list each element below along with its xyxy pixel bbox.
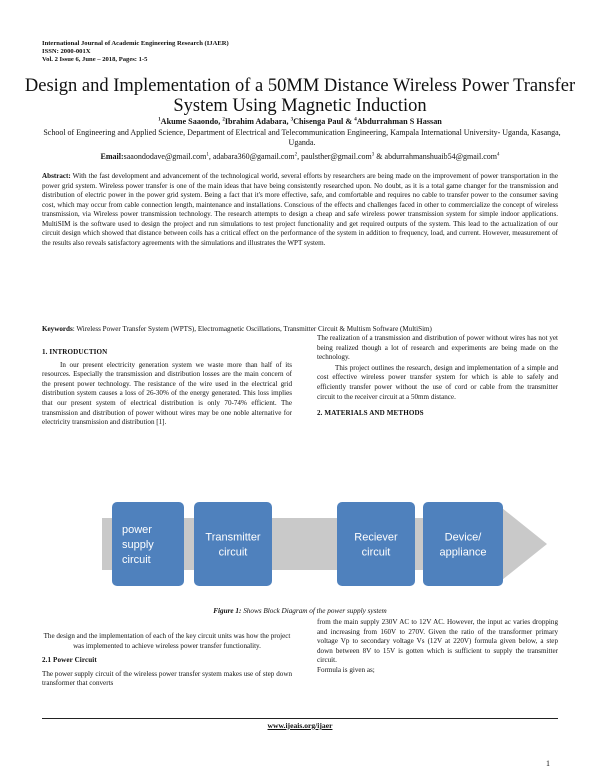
- footer-url[interactable]: www.ijeais.org/ijaer: [267, 721, 333, 730]
- author-4: Abdurrahman S Hassan: [356, 117, 442, 126]
- receiver-block: [337, 502, 415, 586]
- device-block-label-line: appliance: [439, 546, 487, 559]
- intro-paragraph-3: This project outlines the research, design and implementation of a simple and cost effective wireless power transfer system for which is able to safely and efficiently transfer power without the use of cord or cable from the transmitter circuit to the receiver circuit at a 50mm distance.: [317, 363, 558, 401]
- page-number: 1: [546, 759, 550, 768]
- design-paragraph: The design and the implementation of each of the key circuit units was how the project was implemented to achieve wireless power transfer functionality.: [43, 632, 291, 650]
- keywords-label: Keywords: [42, 325, 73, 333]
- footer-divider: [42, 718, 558, 719]
- email-1-sep: ,: [208, 152, 213, 161]
- methods-heading: 2. MATERIALS AND METHODS: [317, 409, 424, 418]
- power-paragraph-2: from the main supply 230V AC to 12V AC. However, the input ac varies dropping and increasing from 160V to 270V. Given the ratio of the transformer primary voltage Vp to secondary voltage Vs (12V at 220V) formula given below, a step down between 8V to 15V is gotten which is sufficient to supply the transmitter circuit.: [317, 618, 558, 665]
- author-list: [20, 117, 580, 126]
- block-diagram: [42, 490, 558, 598]
- email-4-sup: 4: [496, 152, 500, 158]
- receiver-block-box: [337, 502, 415, 586]
- email-1-sup: 1: [206, 152, 209, 158]
- intro-paragraph-2: The realization of a transmission and distribution of power without wires has not yet being realized though a lot of research and experiments are being made on the technology.: [317, 334, 558, 362]
- email-1[interactable]: saaondodave@gmail.com: [123, 152, 207, 161]
- author-2: Ibrahim Adabara,: [224, 117, 291, 126]
- abstract: [42, 172, 558, 248]
- journal-header: [42, 40, 229, 64]
- power-paragraph-1: The power supply circuit of the wireless power transfer system makes use of step down transformer that converts: [42, 669, 292, 688]
- transmitter-block-label-line: Transmitter: [205, 531, 261, 544]
- figure-caption-label: Figure 1:: [213, 607, 242, 615]
- author-1-sup: 1: [158, 117, 161, 123]
- email-list: [20, 152, 580, 161]
- power-supply-block-label-line: supply: [122, 539, 154, 551]
- author-1: Akume Saaondo,: [160, 117, 223, 126]
- email-3-sep: &: [374, 152, 385, 161]
- transmitter-block: [194, 502, 272, 586]
- affiliation: School of Engineering and Applied Science, Department of Electrical and Telecommunication Engineering, Kampala International University- Uganda, Kasanga, Uganda.: [43, 128, 561, 147]
- transmitter-block-box: [194, 502, 272, 586]
- power-circuit-heading: 2.1 Power Circuit: [42, 656, 97, 665]
- block-diagram-svg: [42, 490, 558, 598]
- left-column: [42, 346, 292, 428]
- journal-volume: Vol. 2 Issue 6, June – 2018, Pages: 1-5: [42, 56, 148, 63]
- author-3: Chisenga Paul &: [293, 117, 355, 126]
- receiver-block-label-line: circuit: [361, 546, 391, 559]
- email-2-sup: 2: [294, 152, 298, 158]
- email-2-sep: ,: [297, 152, 302, 161]
- receiver-block-label-line: Reciever: [354, 531, 398, 544]
- journal-name: International Journal of Academic Engineering Research (IJAER): [42, 40, 229, 47]
- author-3-sup: 3: [290, 117, 294, 123]
- figure-caption-text: Shows Block Diagram of the power supply system: [241, 607, 387, 615]
- device-block-box: [423, 502, 503, 586]
- keywords-text: : Wireless Power Transfer System (WPTS), Electromagnetic Oscillations, Transmitter Circuit & Multism Software (MultiSim): [72, 325, 432, 333]
- bottom-left-column: [42, 632, 292, 689]
- abstract-text: With the fast development and advancement of the technological world, several efforts by researchers are being made on the improvement of power transportation in the power grid system. Wireless power transfer is one of the main ideas that have being consistently researched upon. No doubt, as it is a total game changer for the transmission and distribution of electric power in the power grid system. Being a fact that it's more effective, safe, and comfortable and requires no cable to transfer power to the consumer saving cost, which may occur from cable connection length, maintenance and installations. Conscious of the effects and challenges faced in other to commercialize the concept of wireless transmission, via Wireless power transmission technology. The research attempts to design a cheap and safe wireless power transmission system for simple indoor applications. MultiSIM is the software used to design the project and run simulations to test project functionality and get required outputs of the system. This lead to the actualization of our circuit design which showed that distance between coils has a critical effect on the performance of the system in addition to frequency, load, and current. However, measurement of the results also reveals satisfactory agreements with the simulations and illustrates the WPT system.: [42, 172, 558, 247]
- right-column: [317, 334, 558, 422]
- power-supply-block-label-line: circuit: [122, 554, 151, 566]
- email-3-sup: 3: [371, 152, 375, 158]
- paper-title: Design and Implementation of a 50MM Distance Wireless Power Transfer System Using Magnetic Induction: [24, 76, 576, 116]
- abstract-label: Abstract:: [42, 172, 71, 180]
- device-block: [423, 502, 503, 586]
- power-supply-block-label-line: power: [122, 524, 152, 536]
- email-label: Email:: [100, 152, 124, 161]
- power-supply-block: [112, 502, 184, 586]
- formula-intro: Formula is given as;: [317, 665, 375, 674]
- email-4[interactable]: abdurrahmanshuaib54@gmail.com: [384, 152, 497, 161]
- figure-caption: [42, 607, 558, 615]
- intro-heading: 1. INTRODUCTION: [42, 348, 108, 356]
- journal-issn: ISSN: 2000-001X: [42, 48, 91, 55]
- transmitter-block-label-line: circuit: [218, 546, 248, 559]
- author-4-sup: 4: [354, 117, 357, 123]
- email-2[interactable]: adabara360@gamail.com: [212, 152, 295, 161]
- author-2-sup: 2: [222, 117, 225, 123]
- device-block-label-line: Device/: [444, 531, 482, 544]
- email-3[interactable]: paulsther@gmail.com: [301, 152, 372, 161]
- bottom-right-column: [317, 618, 558, 676]
- intro-paragraph-1: In our present electricity generation system we waste more than half of its resources. Especially the transmission and distribution losses are the main concern of the present power technology. The resistance of the wire used in the electrical grid distribution system causes a loss of 26-30% of the energy generated. This loss implies that our present system of electrical distribution is only 70-74% efficient. The transmission and distribution of power without wires may be one noble alternative for electricity transmission and distribution [1].: [42, 360, 292, 427]
